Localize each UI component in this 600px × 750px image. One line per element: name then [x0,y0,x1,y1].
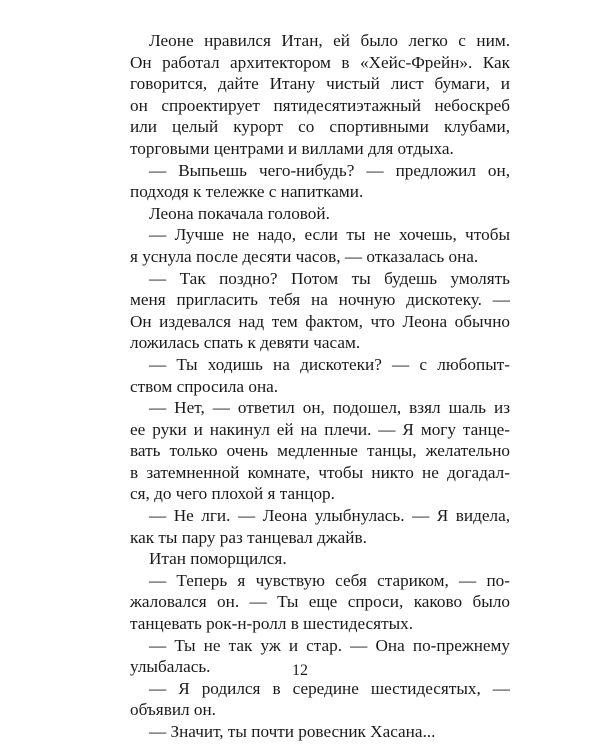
text-line: ложилась спать к девяти часам. [130,333,361,353]
text-line: Леоне нравился Итан, ей было легко с ним. [149,31,510,50]
text-line: он спроектирует пятидесятиэтажный небоскреб [130,95,510,115]
text-line: — Лучше не надо, если ты не хочешь, чтобы [149,225,510,245]
text-line: как ты пару раз танцевал джайв. [130,527,367,547]
text-line: — Не лги. — Леона улыбнулась. — Я видела, [149,506,510,526]
text-line: ее руки и накинул ей на плечи. — Я могу танце- [130,419,510,439]
text-line: — Нет, — ответил он, подошел, взял шаль из [149,398,510,418]
text-line: ся, до чего плохой я танцор. [130,484,335,504]
text-line: — Ты ходишь на дискотеки? — с любопыт- [149,354,510,374]
text-line: торговыми центрами и виллами для отдыха. [130,138,454,158]
text-line: вать только очень медленные танцы, желательно [130,441,510,461]
text-line: Он работал архитектором в «Хейс-Фрейн». Как [130,52,510,72]
text-line: Он издевался над тем фактом, что Леона обычно [130,311,510,331]
text-line: — Значит, ты почти ровесник Хасана... [149,722,436,741]
text-line: — Так поздно? Потом ты будешь умолять [149,268,510,288]
text-line: — Я родился в середине шестидесятых, — [149,678,510,698]
text-line: в затемненной комнате, чтобы никто не догадал- [130,462,510,482]
page-body-text [130,30,510,743]
text-line: говорится, дайте Итану чистый лист бумаги, и [130,74,510,94]
page-number: 12 [292,662,308,679]
text-line: — Выпьешь чего-нибудь? — предложил он, [149,160,510,180]
text-line: меня пригласить тебя на ночную дискотеку. — [130,290,510,310]
text-line: я уснула после десяти часов, — отказалась она. [130,246,479,266]
text-line: танцевать рок-н-ролл в шестидесятых. [130,614,414,634]
text-line: ством спросила она. [130,376,279,396]
text-line: жаловался он. — Ты еще спроси, каково было [130,592,510,612]
text-line: подходя к тележке с напитками. [130,182,364,202]
text-line: — Ты не так уж и стар. — Она по-прежнему [149,635,510,655]
text-line: или целый курорт со спортивными клубами, [130,117,510,137]
text-line: Леона покачала головой. [149,203,330,223]
text-line: улыбалась. [130,657,211,677]
text-line: объявил он. [130,700,216,720]
text-line: — Теперь я чувствую себя стариком, — по- [149,570,510,590]
text-line: Итан поморщился. [149,549,287,569]
